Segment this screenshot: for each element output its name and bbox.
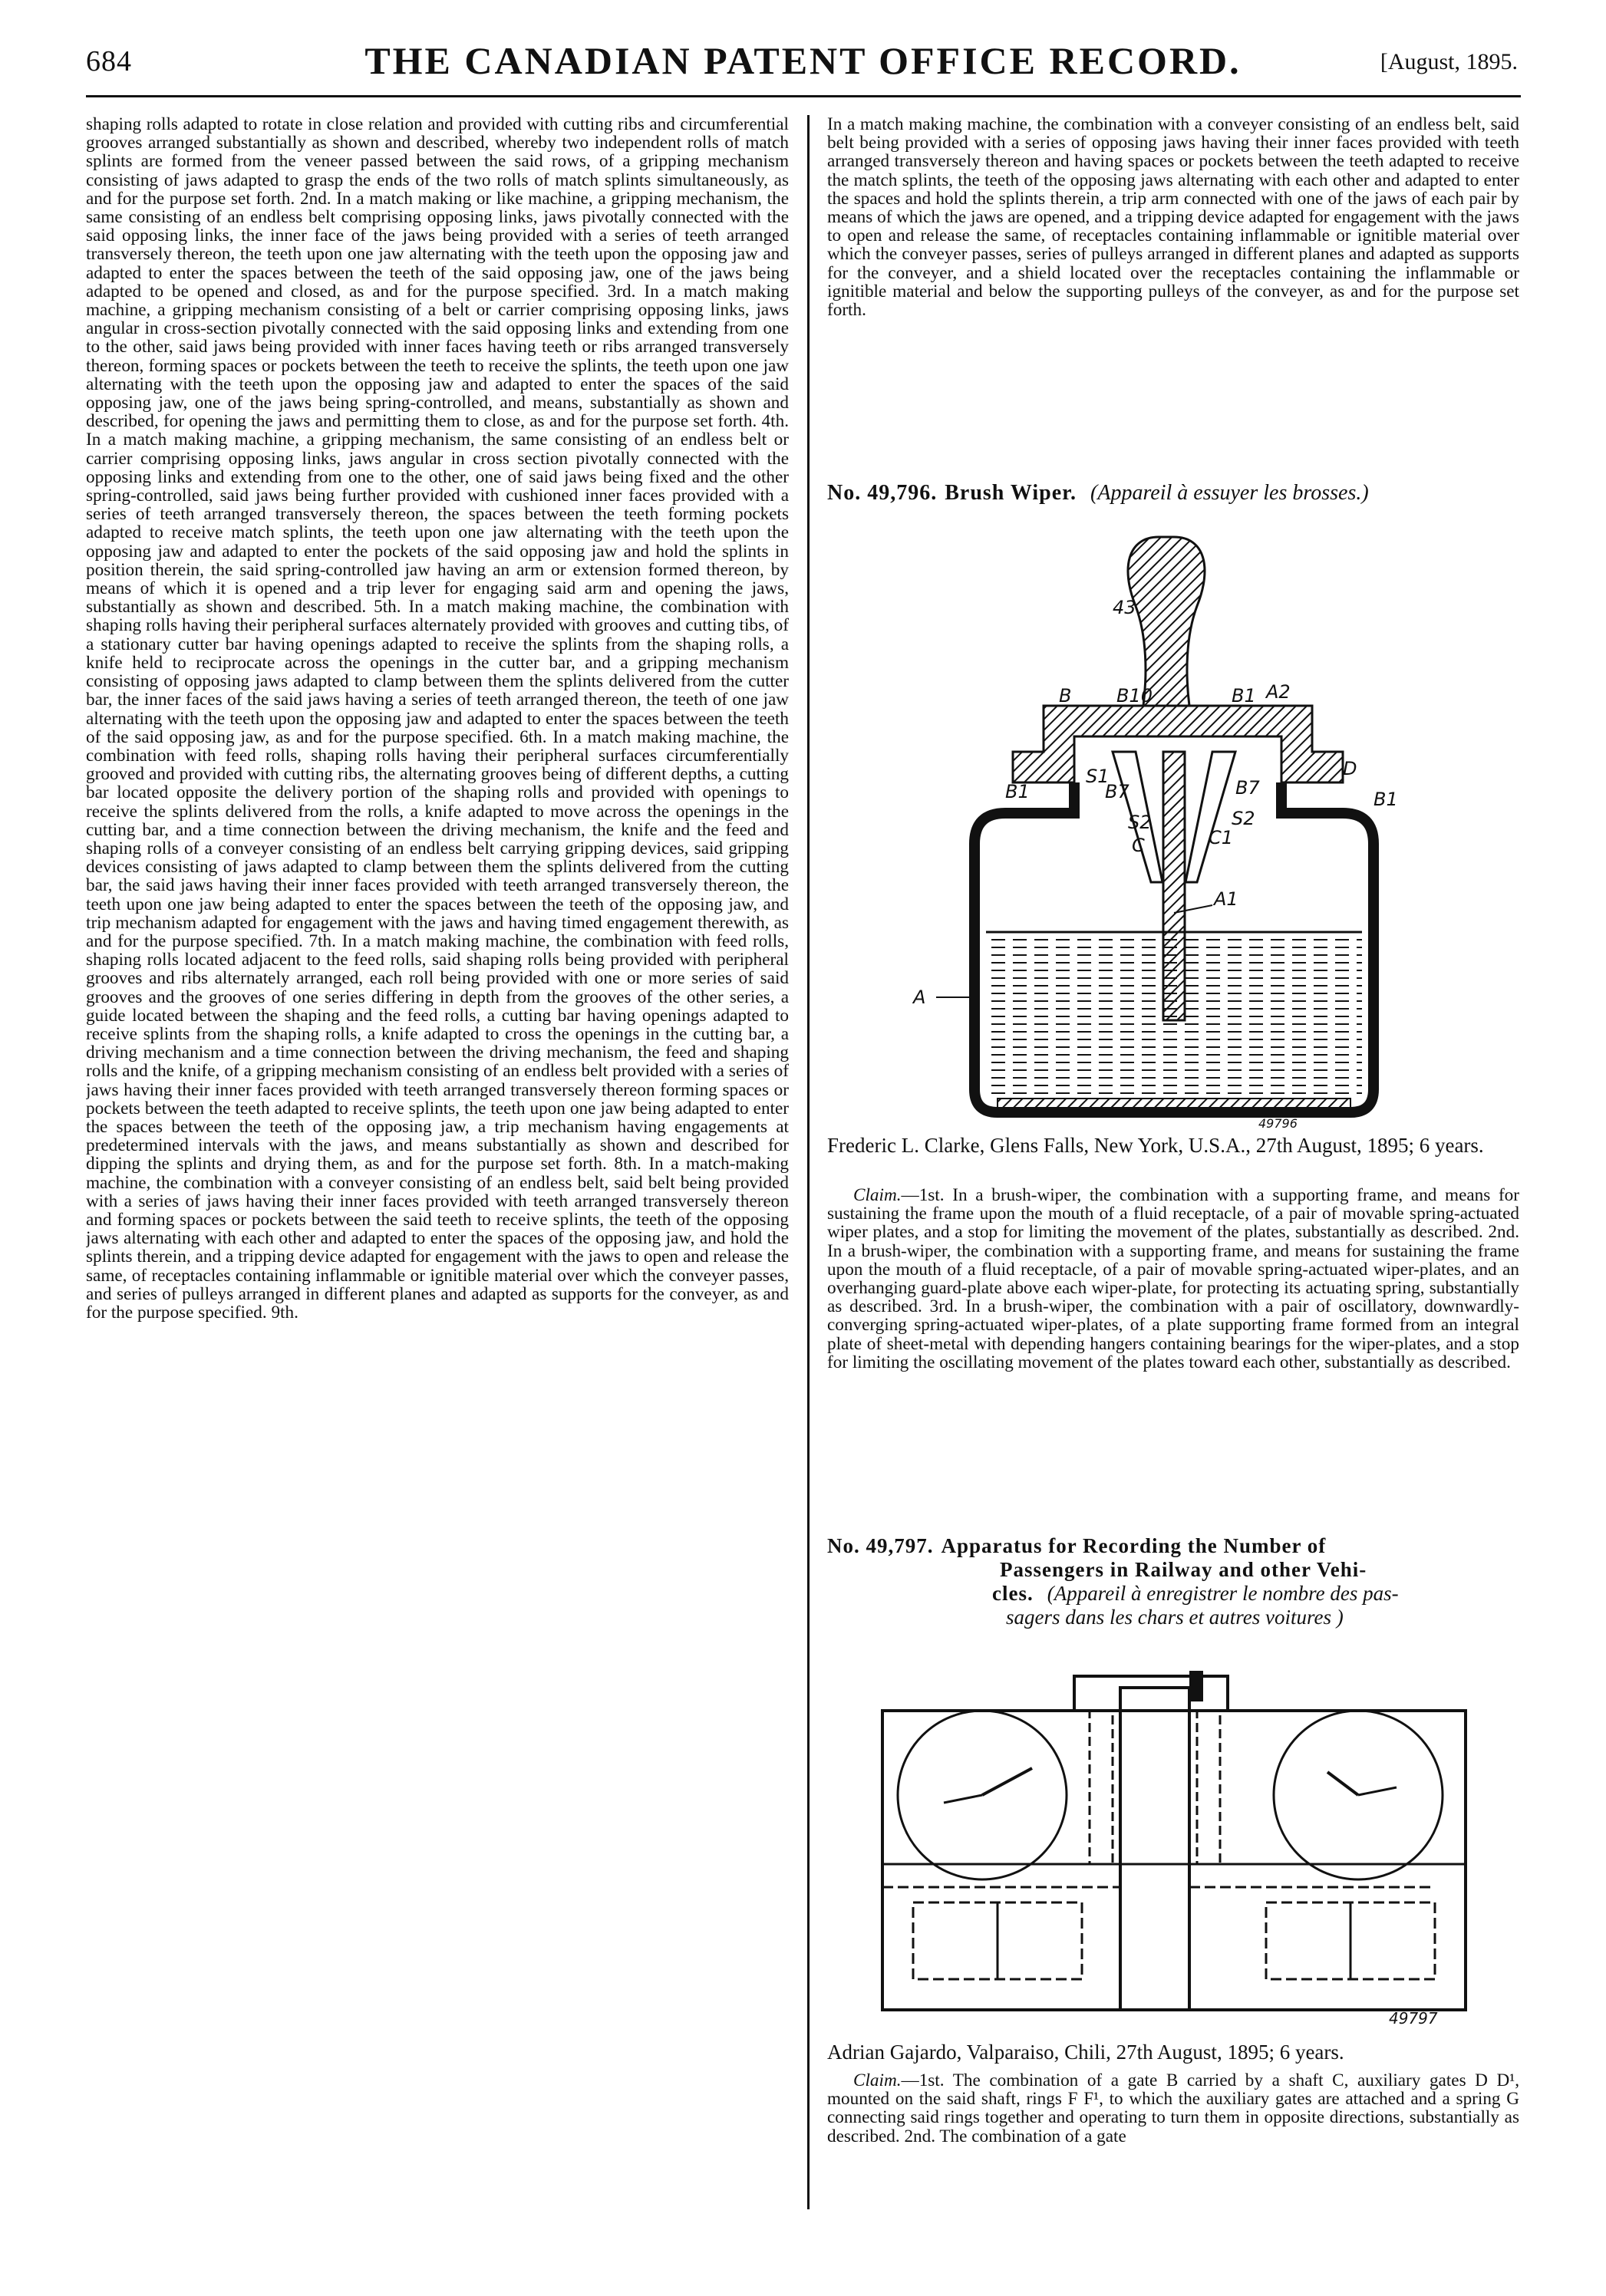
figure-label-b: B	[1059, 685, 1072, 707]
figure-label-43: 43	[1113, 597, 1136, 618]
patent-49796-claim-label: Claim.	[853, 1186, 902, 1205]
figure-number-49796: 49796	[1258, 1116, 1298, 1128]
patent-49797-number: No. 49,797.	[827, 1534, 934, 1557]
figure-label-b10: B10	[1116, 685, 1153, 707]
right-column-continuation	[827, 115, 1519, 468]
patent-49797-claim-text: —1st. The combination of a gate B carried by a shaft C, auxiliary gates D D¹, mounted on the said shaft, rings F F¹, to which the auxiliary gates are attached and a spring G connecting said rings together and operating to turn them in opposite directions, substantially as described. 2nd. The combination of a gate	[827, 2071, 1519, 2146]
patent-49797-title-line-1: Apparatus for Recording the Number of	[941, 1534, 1327, 1557]
figure-label-a: A	[913, 987, 926, 1008]
figure-label-a1: A1	[1214, 888, 1238, 910]
left-column-text: shaping rolls adapted to rotate in close relation and provided with cutting ribs and circumferential grooves arranged substantially as shown and described, whereby two independent rolls of match splints are formed from the veneer passed between the said rows, of a gripping mechanism consisting of jaws adapted to grasp the ends of the two rolls of match splints simultaneously, as and for the purpose set forth. 2nd. In a match making or like machine, a gripping mechanism, the same consisting of an endless belt comprising opposing links, jaws pivotally connected with the said opposing links, the inner face of the jaws being provided with a series of teeth arranged transversely thereon, the teeth upon one jaw alternating with the teeth upon the opposing jaw and adapted to enter the spaces between the teeth of the said opposing jaw, one of the jaws being adapted to be opened and closed, as and for the purpose specified. 3rd. In a match making machine, a gripping mechanism consisting of a belt or carrier comprising opposing links, jaws angular in cross-section pivotally connected with the said opposing links and extending from one to the other, said jaws being provided with inner faces having teeth or ribs arranged transversely thereon, forming spaces or pockets between the teeth to receive the splints, the teeth upon one jaw alternating with the teeth upon the opposing jaw and adapted to enter the spaces of the said opposing jaw, one of the jaws being spring-controlled, and means, substantially as shown and described, for opening the jaws and permitting them to close, as and for the purpose set forth. 4th. In a match making machine, a gripping mechanism, the same consisting of an endless belt or carrier comprising opposing links, jaws angular in cross section pivotally connected with the opposing links and extending from one to the other, one of said jaws being fixed and the other spring-controlled, said jaws being further provided with cushioned inner faces provided with a series of teeth arranged transversely thereon, the spaces between the teeth forming pockets adapted to receive match splints, the teeth upon one jaw alternating with the teeth upon the opposing jaw and adapted to enter the pockets of the said opposing jaw and hold the splints in position therein, the said spring-controlled jaw having an arm or extension formed thereon, by means of which it is opened and a trip lever for engaging said arm and opening the jaws, substantially as shown and described. 5th. In a match making machine, the combination with shaping rolls having their peripheral surfaces alternately provided with grooves and cutting tibs, of a stationary cutter bar having openings adapted to receive the splints from the shaping rolls, a knife held to reciprocate across the openings in the cutter bar, and a gripping mechanism consisting of opposing jaws adapted to clamp between them the splints delivered from the cutter bar, the inner faces of the said jaws having a series of teeth arranged thereon, the teeth of one jaw alternating with the teeth upon the opposing jaw and adapted to enter the spaces between the teeth of the said opposing jaw, as and for the purpose specified. 6th. In a match making machine, the combination with feed rolls, shaping rolls having their peripheral surfaces circumferentially grooved and provided with cutting ribs, the alternating grooves being of different depths, a cutting bar located opposite the delivery portion of the shaping rolls and provided with openings to receive the splints delivered from the rolls, a knife adapted to move across the openings in the cutting bar, and a time connection between the driving mechanism, the knife and the feed and shaping rolls of a conveyer consisting of an endless belt carrying gripping devices, said gripping devices consisting of jaws adapted to clamp between them the splints delivered from the cutting bar, the said jaws having their inner faces provided with teeth arranged transversely thereon, the teeth upon one jaw being adapted to enter the spaces between the teeth of the opposing jaw, and trip mechanism adapted for engagement with the jaws and having timed engagement therewith, as and for the purpose specified. 7th. In a match making machine, the combination with feed rolls, shaping rolls located adjacent to the feed rolls, said shaping rolls being provided with peripheral grooves and ribs alternately arranged, each roll being provided with one or more series of said grooves and the grooves of one series differing in depth from the grooves of the other series, a guide located between the shaping and the feed rolls, a cutting bar having openings adapted to receive splints from the shaping rolls, a knife adapted to cross the openings in the cutting bar, a driving mechanism and a time connection between the driving mechanism, the feed and shaping rolls and the knife, of a gripping mechanism consisting of an endless belt provided with a series of jaws having their inner faces provided with teeth arranged transversely thereon forming spaces or pockets between the teeth adapted to receive splints, the teeth upon one jaw being adapted to enter the spaces between the teeth of the opposing jaw, a trip mechanism having engagements at predetermined intervals with the jaws, and means substantially as shown and described for dipping the splints and drying them, as and for the purpose set forth. 8th. In a match-making machine, the combination with a conveyer consisting of an endless belt, said belt being provided with a series of jaws having their inner faces provided with teeth arranged transversely thereon and forming spaces or pockets between the said teeth to receive splints, the teeth of the opposing jaws alternating with each other and adapted to enter the spaces of the opposing jaw, and hold the splints therein, and a tripping device adapted for engagement with the jaws to open and release the same, of receptacles containing inflammable or ignitible material over which the conveyer passes, and series of pulleys arranged in different planes and adapted as supports for the conveyer, as and for the purpose specified. 9th.	[86, 115, 789, 1323]
patent-49797-title-line-2: Passengers in Railway and other Vehi-	[1000, 1558, 1367, 1581]
figure-label-a2: A2	[1266, 681, 1291, 703]
patent-49797-french-line-2: sagers dans les chars et autres voitures )	[1006, 1606, 1344, 1629]
patent-49796-inventor	[827, 1134, 1552, 1157]
figure-label-d: D	[1343, 758, 1357, 779]
figure-label-b1-left: B1	[1005, 781, 1030, 802]
patent-49796-claims	[827, 1186, 1519, 1516]
header-rule	[86, 95, 1521, 97]
patent-49797-title-line-3: cles.	[992, 1582, 1034, 1605]
patent-49796-title: Brush Wiper.	[945, 481, 1077, 505]
patent-49796-number: No. 49,796.	[827, 481, 938, 505]
continuation-text: In a match making machine, the combination with a conveyer consisting of an endless belt, said belt being provided with a series of opposing jaws having their inner faces provided with teeth arranged transversely thereon and having spaces or pockets between the teeth adapted to receive the match splints, the teeth of the opposing jaws alternating with each other and adapted to enter the spaces and hold the splints therein, a trip arm connected with one of the jaws of each pair by means of which the jaws are opened, and a tripping device adapted for engagement with the jaws to open and release the same, of receptacles containing inflammable or ignitible material over which the conveyer passes, series of pulleys arranged in different planes and adapted as supports for the conveyer, and a shield located over the receptacles containing the inflammable or ignitible material and below the supporting pulleys of the conveyer, as and for the purpose set forth.	[827, 115, 1519, 321]
column-divider	[807, 115, 810, 2209]
figure-label-b7-left: B7	[1105, 781, 1129, 802]
figure-label-b1-top: B1	[1232, 685, 1256, 707]
patent-49797-inventor-text: Adrian Gajardo, Valparaiso, Chili, 27th August, 1895; 6 years.	[827, 2041, 1344, 2064]
patent-49796-heading	[827, 480, 1525, 506]
patent-49797-french-line-1: (Appareil à enregistrer le nombre des pas-	[1047, 1582, 1399, 1605]
figure-number-49797: 49797	[1389, 2009, 1438, 2025]
left-column	[86, 115, 789, 2263]
journal-title: THE CANADIAN PATENT OFFICE RECORD.	[364, 39, 1242, 82]
page-header	[0, 0, 1606, 92]
patent-49797-heading	[827, 1534, 1525, 1629]
patent-49797-inventor	[827, 2041, 1525, 2064]
figure-label-s1: S1	[1086, 766, 1110, 787]
figure-label-b1-right: B1	[1374, 789, 1398, 810]
patent-49797-claims	[827, 2071, 1519, 2263]
issue-date: [August, 1895.	[1380, 49, 1518, 74]
figure-label-c1: C1	[1209, 827, 1234, 848]
brush-wiper-figure	[882, 522, 1466, 1128]
patent-49796-inventor-text: Frederic L. Clarke, Glens Falls, New York, U.S.A., 27th August, 1895; 6 years.	[827, 1134, 1484, 1157]
passenger-recorder-figure	[867, 1657, 1481, 2025]
patent-49796-claim-text: —1st. In a brush-wiper, the combination with a supporting frame, and means for sustaining the frame upon the mouth of a fluid receptacle, of a pair of movable spring-actuated wiper plates, and a stop for limiting the movement of the plates, substantially as described. 2nd. In a brush-wiper, the combination with a supporting frame, and means for sustaining the frame upon the mouth of a fluid receptacle, of a pair of movable spring-actuated wiper-plates, and an overhanging guard-plate above each wiper-plate, for protecting its actuating spring, substantially as described. 3rd. In a brush-wiper, the combination with a pair of oscillatory, downwardly-converging spring-actuated wiper-plates, of a plate supporting frame formed from an integral plate of sheet-metal with depending hangers containing bearings for the wiper-plates, and a stop for limiting the oscillating movement of the plates toward each other, substantially as described.	[827, 1186, 1519, 1372]
patent-49796-french-title: (Appareil à essuyer les brosses.)	[1090, 481, 1369, 505]
patent-49797-claim-label: Claim.	[853, 2071, 902, 2090]
figure-label-s2-right: S2	[1232, 808, 1255, 829]
figure-label-s2-left: S2	[1128, 812, 1152, 833]
figure-label-c: C	[1132, 835, 1145, 856]
page-number: 684	[86, 45, 132, 77]
figure-label-b7-right: B7	[1235, 777, 1260, 799]
